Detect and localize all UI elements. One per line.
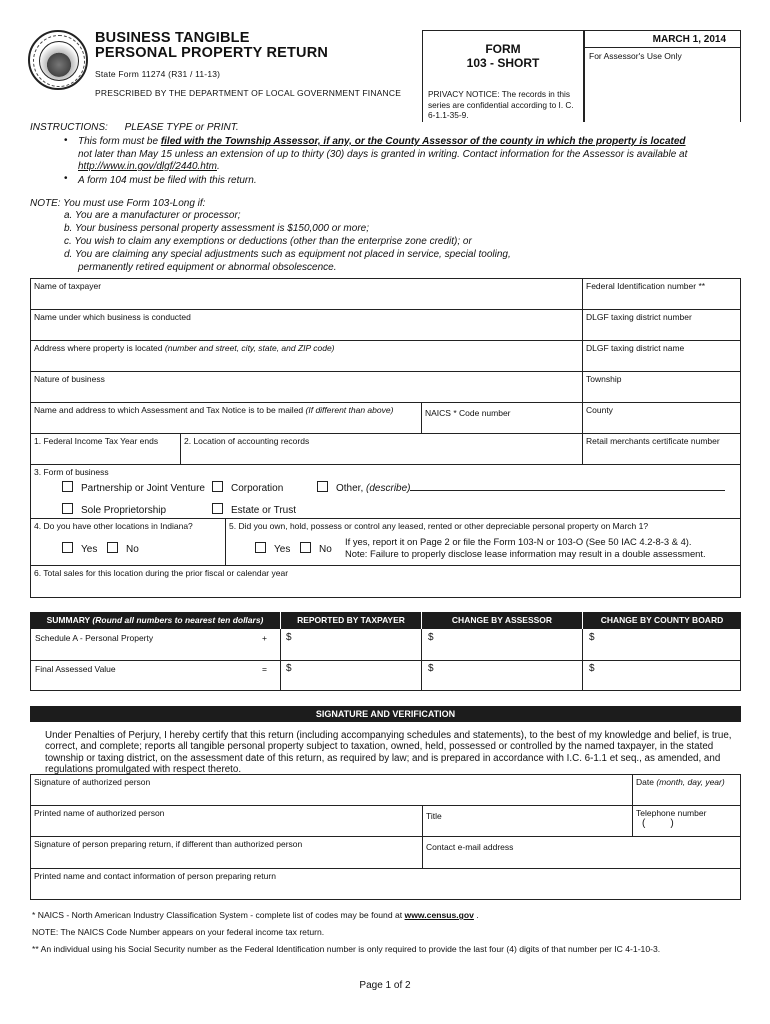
township-field[interactable] (582, 372, 741, 402)
note-d: d. You are claiming any special adjustments such as equipment not placed in service, special tooling, (64, 249, 511, 260)
checkbox-corporation[interactable] (212, 481, 223, 492)
date-label: Date (636, 777, 654, 787)
instruction-bullet-2: A form 104 must be filed with this return. (78, 175, 257, 186)
federal-id-field[interactable] (582, 279, 741, 309)
q4-no[interactable] (107, 542, 139, 555)
divider (582, 629, 583, 691)
signature-header: SIGNATURE AND VERIFICATION (30, 706, 741, 722)
authorized-signature-field[interactable] (30, 775, 632, 805)
naics-footnote (32, 910, 479, 920)
taxpayer-name-field[interactable] (30, 279, 582, 309)
final-assessor-value[interactable]: $ (428, 663, 434, 674)
q4-yes-label: Yes (81, 544, 98, 555)
option-corporation-label: Corporation (231, 483, 284, 494)
prescribed-by: PRESCRIBED BY THE DEPARTMENT OF LOCAL GOVERNMENT FINANCE (95, 88, 402, 98)
title-line-2: PERSONAL PROPERTY RETURN (95, 45, 329, 61)
bullet-icon: • (64, 173, 68, 184)
mailing-address-label: Name and address to which Assessment and Tax Notice is to be mailed (34, 405, 304, 415)
equals-operator: = (262, 664, 267, 674)
q5-note (345, 536, 740, 559)
row-nature (30, 371, 741, 402)
row-dba (30, 309, 741, 340)
option-estate-label: Estate or Trust (231, 505, 297, 516)
option-partnership[interactable] (62, 481, 205, 494)
q5-note-line-1: If yes, report it on Page 2 or file the Form 103-N or 103-O (See 50 IAC 4.2-8-3 & 4). (345, 536, 692, 547)
date-field[interactable] (632, 775, 741, 805)
title-field[interactable] (422, 806, 632, 836)
checkbox-q5-no[interactable] (300, 542, 311, 553)
business-name-label: Name under which business is conducted (34, 312, 191, 322)
property-address-field[interactable] (30, 341, 582, 371)
row-address (30, 340, 741, 371)
row-preparer-info (30, 868, 741, 900)
option-corporation[interactable] (212, 481, 283, 494)
accounting-records-label: 2. Location of accounting records (184, 436, 310, 446)
checkbox-q5-yes[interactable] (255, 542, 266, 553)
instruction-bullet-1: This form must be filed with the Township Assessor, if any, or the County Assessor of the county in which the property is located not later than May 15 unless an extension of up to thirty (30) days is granted in writing. Contact information for the Assessor is available at http://www.in.gov/dlgf/2440.htm. (78, 136, 688, 172)
option-other[interactable] (317, 481, 411, 494)
q4-label: 4. Do you have other locations in Indiana? (34, 521, 193, 531)
tax-year-label: 1. Federal Income Tax Year ends (34, 436, 159, 446)
total-sales-field[interactable] (30, 566, 741, 598)
naics-note: NOTE: The NAICS Code Number appears on your federal income tax return. (32, 927, 325, 937)
telephone-label: Telephone number (636, 808, 707, 818)
date-hint: (month, day, year) (656, 777, 725, 787)
form-label: FORM (485, 42, 521, 56)
divider (421, 629, 422, 691)
taxpayer-name-label: Name of taxpayer (34, 281, 102, 291)
q4-yes[interactable] (62, 542, 97, 555)
col-reported-by-taxpayer: REPORTED BY TAXPAYER (281, 612, 421, 629)
q5-note-line-2: Note: Failure to properly disclose lease information may result in a double assessment. (345, 547, 706, 559)
q5-no[interactable] (300, 542, 332, 555)
mailing-address-field[interactable] (30, 403, 421, 433)
checkbox-other[interactable] (317, 481, 328, 492)
telephone-field[interactable] (632, 806, 741, 836)
district-name-field[interactable] (582, 341, 741, 371)
schedule-a-taxpayer-value[interactable]: $ (286, 632, 292, 643)
privacy-notice: PRIVACY NOTICE: The records in this series are confidential according to I. C. 6-1.1-35-9. (428, 89, 574, 120)
certification-text: Under Penalties of Perjury, I hereby certify that this return (including accompanying schedules and statements), to the best of my knowledge and belief, is true, correct, and complete; reports all tangible personal property subject to taxation, owned, held, possessed or controlled by the named taxpayer, in the stated township or taxing district, on the assessment date of this return, as required by law; and is prepared in accordance with I.C. 6-1.1 et seq., as amended, and regulations promulgated with respect thereto. (45, 730, 732, 776)
federal-id-label: Federal Identification number ** (586, 281, 706, 291)
row-mailing (30, 402, 741, 433)
instruction-1-pre: This form must be (78, 136, 161, 147)
assessment-date: MARCH 1, 2014 (585, 31, 740, 48)
option-other-hint: (describe) (366, 483, 411, 494)
preparer-signature-label: Signature of person preparing return, if different than authorized person (34, 839, 303, 849)
state-form-number: State Form 11274 (R31 / 11-13) (95, 69, 221, 79)
summary-header (30, 612, 280, 629)
final-taxpayer-value[interactable]: $ (286, 663, 292, 674)
preparer-info-label: Printed name and contact information of person preparing return (34, 871, 276, 881)
final-assessed-label: Final Assessed Value (35, 664, 116, 674)
instruction-1-emphasis: filed with the Township Assessor, if any, or the County Assessor of the county in which the property is located (160, 136, 686, 147)
note-c: c. You wish to claim any exemptions or deductions (other than the enterprise zone credit); or (64, 236, 472, 247)
col-change-by-assessor: CHANGE BY ASSESSOR (422, 612, 582, 629)
note-a: a. You are a manufacturer or processor; (64, 210, 241, 221)
ssn-footnote: ** An individual using his Social Security number as the Federal Identification number is only required to provide the last four (4) digits of that number per IC 4-1-10-3. (32, 944, 661, 954)
q4-no-label: No (126, 544, 139, 555)
plus-operator: + (262, 633, 267, 643)
assessor-info-link[interactable]: http://www.in.gov/dlgf/2440.htm (78, 161, 217, 172)
telephone-area-code: ( ) (642, 818, 674, 829)
summary-hint: (Round all numbers to nearest ten dollars) (92, 615, 264, 625)
checkbox-sole-proprietorship[interactable] (62, 503, 73, 514)
row-tax-year (30, 433, 741, 464)
schedule-a-board-value[interactable]: $ (589, 632, 595, 643)
email-field[interactable] (422, 837, 741, 868)
state-seal (28, 30, 88, 90)
total-sales-label: 6. Total sales for this location during the prior fiscal or calendar year (34, 568, 289, 578)
summary-title: SUMMARY (46, 615, 91, 625)
row-signature (30, 774, 741, 805)
checkbox-q4-no[interactable] (107, 542, 118, 553)
row-preparer-signature (30, 836, 741, 868)
assessor-use-label: For Assessor's Use Only (589, 51, 682, 61)
printed-name-label: Printed name of authorized person (34, 808, 165, 818)
divider (280, 629, 281, 691)
email-label: Contact e-mail address (426, 842, 514, 852)
naics-code-field[interactable] (421, 403, 582, 433)
q5-no-label: No (319, 544, 332, 555)
row-total-sales (30, 565, 741, 598)
note-d-cont: permanently retired equipment or abnormal obsolescence. (78, 262, 337, 273)
q5-yes[interactable] (255, 542, 290, 555)
row-printed-name (30, 805, 741, 836)
form-of-business-label: 3. Form of business (34, 467, 109, 477)
page-number: Page 1 of 2 (359, 980, 411, 991)
mailing-address-hint: (If different than above) (305, 405, 394, 415)
district-number-field[interactable] (582, 310, 741, 340)
option-sole-label: Sole Proprietorship (81, 505, 167, 516)
option-other-label: Other, (336, 483, 364, 494)
preparer-info-field[interactable] (30, 869, 741, 900)
schedule-a-assessor-value[interactable]: $ (428, 632, 434, 643)
property-address-hint: (number and street, city, state, and ZIP code) (164, 343, 335, 353)
instructions-heading (30, 122, 239, 135)
naics-footnote-end: . (473, 910, 479, 920)
col-change-by-board: CHANGE BY COUNTY BOARD (583, 612, 741, 629)
census-link[interactable]: www.census.gov (404, 910, 474, 920)
township-label: Township (586, 374, 622, 384)
title-label: Title (426, 811, 442, 821)
checkbox-q4-yes[interactable] (62, 542, 73, 553)
business-name-field[interactable] (30, 310, 582, 340)
final-board-value[interactable]: $ (589, 663, 595, 674)
seal-emblem (39, 41, 79, 81)
q5-yes-label: Yes (274, 544, 291, 555)
bullet-icon: • (64, 135, 68, 146)
form-title (95, 31, 401, 101)
q5-label: 5. Did you own, hold, possess or control any leased, rented or other depreciable personal property on March 1? (229, 521, 649, 531)
district-number-label: DLGF taxing district number (586, 312, 692, 322)
naics-code-label: NAICS * Code number (425, 408, 511, 418)
note-heading: NOTE: You must use Form 103-Long if: (30, 198, 206, 209)
row-taxpayer (30, 278, 741, 309)
summary-row-divider (30, 660, 741, 691)
nature-of-business-field[interactable] (30, 372, 582, 402)
assessor-use-box (584, 30, 741, 122)
instructions-label: INSTRUCTIONS: (30, 122, 108, 133)
preparer-signature-field[interactable] (30, 837, 422, 868)
printed-name-field[interactable] (30, 806, 422, 836)
title-line-1: BUSINESS TANGIBLE (95, 30, 250, 46)
schedule-a-label: Schedule A - Personal Property (35, 633, 154, 643)
option-partnership-label: Partnership or Joint Venture (81, 483, 205, 494)
nature-of-business-label: Nature of business (34, 374, 105, 384)
naics-footnote-text: * NAICS - North American Industry Classification System - complete list of codes may be found at (32, 910, 405, 920)
property-address-label: Address where property is located (34, 343, 163, 353)
form-id-box (422, 30, 584, 122)
instruction-1-cont: not later than May 15 unless an extension of up to thirty (30) days is granted in writing. Contact information for the Assessor is available at (78, 148, 688, 160)
form-number: 103 - SHORT (466, 56, 540, 70)
instructions-lead: PLEASE TYPE or PRINT. (124, 122, 239, 133)
tax-year-field[interactable] (30, 434, 180, 464)
other-describe-line[interactable] (410, 490, 725, 491)
authorized-signature-label: Signature of authorized person (34, 777, 151, 787)
county-label: County (586, 405, 613, 415)
retail-certificate-field[interactable] (582, 434, 741, 464)
district-name-label: DLGF taxing district name (586, 343, 685, 353)
accounting-records-field[interactable] (180, 434, 582, 464)
option-sole-proprietorship[interactable] (62, 503, 166, 516)
retail-certificate-label: Retail merchants certificate number (586, 436, 720, 446)
option-estate-trust[interactable] (212, 503, 296, 516)
county-field[interactable] (582, 403, 741, 433)
checkbox-partnership[interactable] (62, 481, 73, 492)
note-b: b. Your business personal property assessment is $150,000 or more; (64, 223, 369, 234)
checkbox-estate-trust[interactable] (212, 503, 223, 514)
